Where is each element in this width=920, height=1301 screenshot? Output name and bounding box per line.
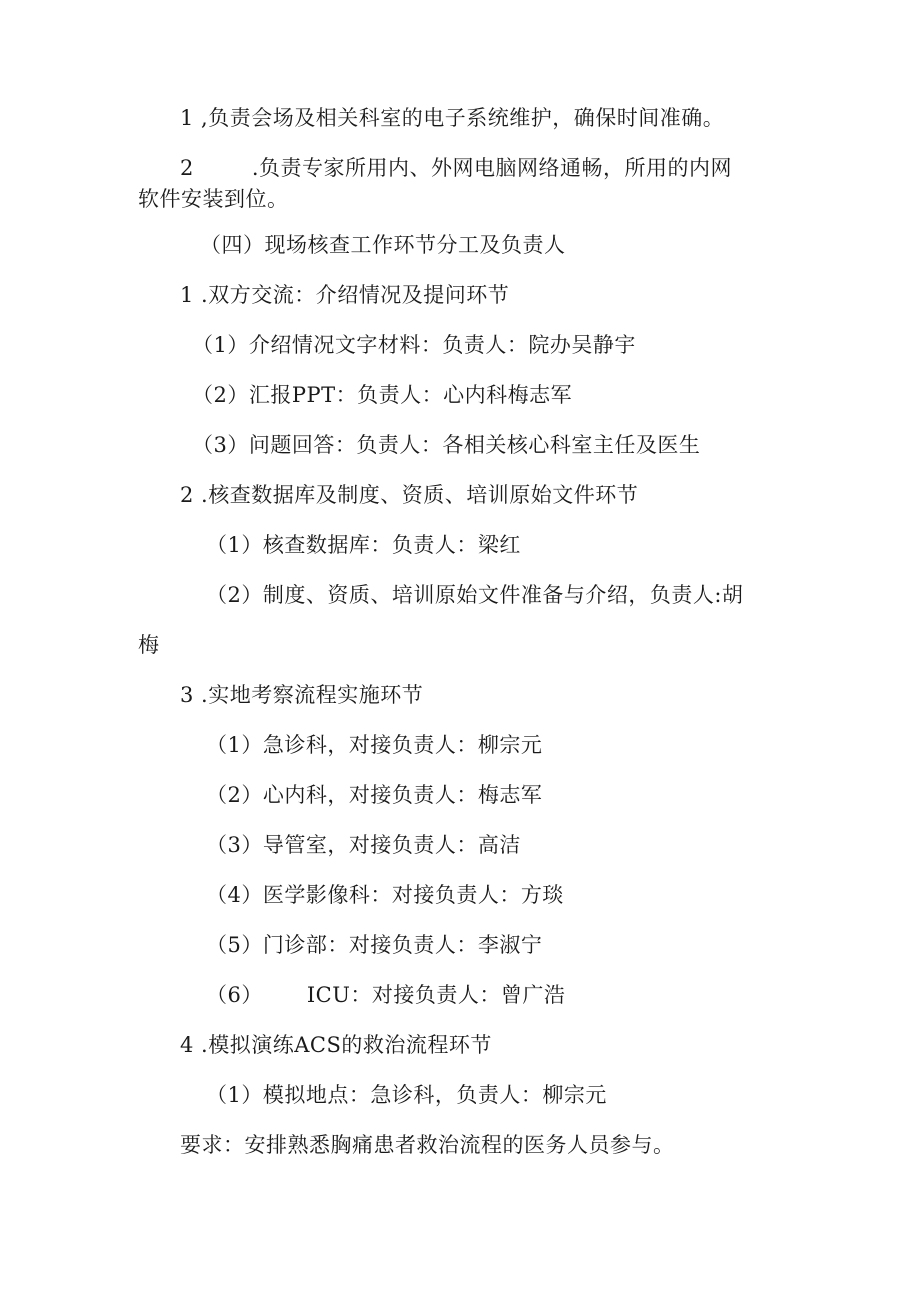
subsection-heading: 3 .实地考察流程实施环节 [180,683,424,707]
paragraph-line [180,153,732,183]
list-item [206,980,565,1010]
list-item: （1）急诊科，对接负责人：柳宗元 [206,733,543,757]
list-item: （3）问题回答：负责人：各相关核心科室主任及医生 [192,433,701,457]
line-text: .负责专家所用内、外网电脑网络通畅，所用的内网 [251,156,733,180]
list-number: 2 [180,156,194,180]
line-text: ICU：对接负责人：曾广浩 [306,983,566,1007]
requirement-line: 要求：安排熟悉胸痛患者救治流程的医务人员参与。 [180,1133,675,1157]
subsection-heading: 2 .核查数据库及制度、资质、培训原始文件环节 [180,483,639,507]
subsection-heading: 1 .双方交流：介绍情况及提问环节 [180,283,510,307]
paragraph-line: 软件安装到位。 [138,187,289,211]
list-item: （2）汇报PPT：负责人：心内科梅志军 [192,383,573,407]
list-number: （6） [206,983,263,1007]
list-item: （1）模拟地点：急诊科，负责人：柳宗元 [206,1083,607,1107]
subsection-heading: 4 .模拟演练ACS的救治流程环节 [180,1033,492,1057]
section-heading: （四）现场核查工作环节分工及负责人 [200,233,566,257]
list-item: （4）医学影像科：对接负责人：方琰 [206,883,564,907]
list-item: （5）门诊部：对接负责人：李淑宁 [206,933,543,957]
paragraph-line: 1 ,负责会场及相关科室的电子系统维护，确保时间准确。 [180,106,725,130]
list-item: （2）心内科，对接负责人：梅志军 [206,783,543,807]
list-item: （1）介绍情况文字材料：负责人：院办吴静宇 [192,333,636,357]
list-item: （3）导管室，对接负责人：高洁 [206,833,521,857]
list-item-continuation: 梅 [138,633,160,657]
list-item: （2）制度、资质、培训原始文件准备与介绍，负责人:胡 [206,583,744,607]
list-item: （1）核查数据库：负责人：梁红 [206,533,521,557]
